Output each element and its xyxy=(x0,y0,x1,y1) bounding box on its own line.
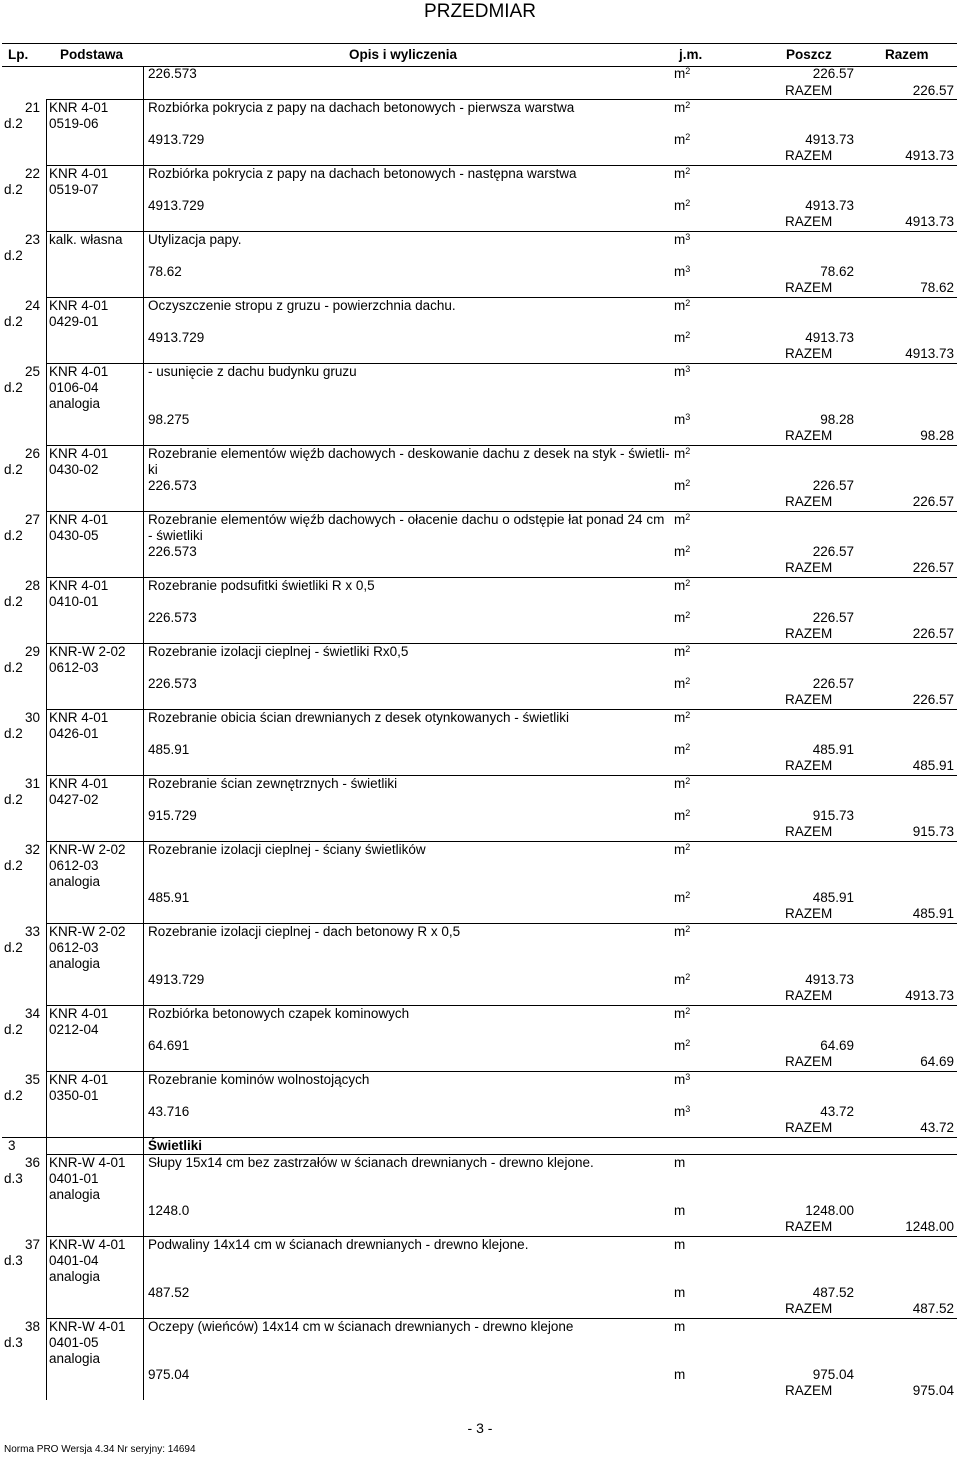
item-basis: KNR 4-01 xyxy=(49,1072,109,1087)
item-subsection: d.2 xyxy=(4,940,23,955)
item-basis: KNR 4-01 xyxy=(49,364,109,379)
item-poszcz: 98.28 xyxy=(820,412,854,427)
item-unit: m xyxy=(674,1203,686,1218)
item-subsection: d.3 xyxy=(4,1253,23,1268)
item-description: Rozebranie izolacji cieplnej - świetliki Rx0,5 xyxy=(148,644,409,659)
item-number: 38 xyxy=(24,1319,40,1334)
item-number: 24 xyxy=(24,298,40,313)
item-razem-label: RAZEM xyxy=(785,692,833,707)
carry-razem-value: 226.57 xyxy=(912,83,954,98)
item-basis: 0427-02 xyxy=(49,792,99,807)
item-basis: KNR 4-01 xyxy=(49,166,109,181)
item-razem-value: 4913.73 xyxy=(905,346,954,361)
item-razem-value: 4913.73 xyxy=(905,148,954,163)
item-number: 29 xyxy=(24,644,40,659)
item-unit-header: $m^2$ xyxy=(674,1006,691,1021)
item-description: Utylizacja papy. xyxy=(148,232,242,247)
item-unit-header: m xyxy=(674,1319,686,1334)
item-unit-header: $m^2$ xyxy=(674,446,691,461)
item-expression: 78.62 xyxy=(148,264,182,279)
item-basis: analogia xyxy=(49,1269,101,1284)
item-description: Rozebranie ścian zewnętrznych - świetliki xyxy=(148,776,398,791)
item-razem-label: RAZEM xyxy=(785,428,833,443)
item-unit-header: $m^3$ xyxy=(674,1072,691,1087)
item-expression: 226.573 xyxy=(148,544,197,559)
item-unit: $m^2$ xyxy=(674,198,691,213)
item-razem-label: RAZEM xyxy=(785,988,833,1003)
item-basis: KNR 4-01 xyxy=(49,710,109,725)
item-unit-header: $m^2$ xyxy=(674,776,691,791)
item-number: 33 xyxy=(24,924,40,939)
item-razem-label: RAZEM xyxy=(785,1301,833,1316)
item-razem-label: RAZEM xyxy=(785,1383,833,1398)
item-basis: KNR 4-01 xyxy=(49,298,109,313)
item-subsection: d.2 xyxy=(4,462,23,477)
item-razem-label: RAZEM xyxy=(785,560,833,575)
item-razem-value: 226.57 xyxy=(912,560,954,575)
item-number: 31 xyxy=(24,776,40,791)
item-number: 36 xyxy=(24,1155,40,1170)
item-expression: 4913.729 xyxy=(148,972,205,987)
item-razem-value: 975.04 xyxy=(912,1383,954,1398)
item-unit: $m^3$ xyxy=(674,1104,691,1119)
item-poszcz: 226.57 xyxy=(812,610,854,625)
item-description: Rozebranie elementów więźb dachowych - deskowanie dachu z desek na styk - świetli- xyxy=(148,446,670,461)
item-razem-value: 4913.73 xyxy=(905,214,954,229)
item-subsection: d.2 xyxy=(4,1088,23,1103)
table-header xyxy=(2,43,957,67)
item-poszcz: 226.57 xyxy=(812,544,854,559)
item-unit-header: $m^2$ xyxy=(674,644,691,659)
item-description: Rozebranie izolacji cieplnej - dach betonowy R x 0,5 xyxy=(148,924,461,939)
item-unit: $m^2$ xyxy=(674,1038,691,1053)
item-expression: 98.275 xyxy=(148,412,190,427)
item-poszcz: 226.57 xyxy=(812,478,854,493)
item-unit-header: $m^2$ xyxy=(674,924,691,939)
item-unit: $m^2$ xyxy=(674,676,691,691)
item-description: Rozbiórka pokrycia z papy na dachach betonowych - pierwsza warstwa xyxy=(148,100,575,115)
item-razem-label: RAZEM xyxy=(785,1120,833,1135)
item-poszcz: 1248.00 xyxy=(805,1203,854,1218)
item-subsection: d.2 xyxy=(4,182,23,197)
item-unit: m xyxy=(674,1367,686,1382)
carry-unit: $m^2$ xyxy=(674,66,691,81)
item-basis: KNR-W 4-01 xyxy=(49,1319,126,1334)
software-footer: Norma PRO Wersja 4.34 Nr seryjny: 14694 xyxy=(4,1444,196,1455)
item-basis: kalk. własna xyxy=(49,232,123,247)
item-razem-value: 485.91 xyxy=(912,758,954,773)
item-description: Rozbiórka pokrycia z papy na dachach betonowych - następna warstwa xyxy=(148,166,577,181)
item-expression: 1248.0 xyxy=(148,1203,190,1218)
item-unit-header: $m^2$ xyxy=(674,100,691,115)
item-unit-header: $m^2$ xyxy=(674,298,691,313)
item-expression: 226.573 xyxy=(148,478,197,493)
item-description: Rozebranie kominów wolnostojących xyxy=(148,1072,370,1087)
item-basis: 0519-06 xyxy=(49,116,99,131)
item-poszcz: 975.04 xyxy=(812,1367,854,1382)
item-description: Rozebranie podsufitki świetliki R x 0,5 xyxy=(148,578,375,593)
header-jm: j.m. xyxy=(679,47,703,62)
item-razem-value: 78.62 xyxy=(920,280,954,295)
item-number: 23 xyxy=(24,232,40,247)
item-subsection: d.2 xyxy=(4,792,23,807)
carry-expression: 226.573 xyxy=(148,66,197,81)
item-expression: 915.729 xyxy=(148,808,197,823)
item-poszcz: 4913.73 xyxy=(805,972,854,987)
item-razem-label: RAZEM xyxy=(785,148,833,163)
page-title: PRZEDMIAR xyxy=(424,1,536,22)
item-expression: 64.691 xyxy=(148,1038,190,1053)
item-basis: KNR-W 2-02 xyxy=(49,924,126,939)
item-number: 27 xyxy=(24,512,40,527)
item-poszcz: 226.57 xyxy=(812,676,854,691)
item-subsection: d.2 xyxy=(4,660,23,675)
item-number: 22 xyxy=(24,166,40,181)
carry-poszcz: 226.57 xyxy=(812,66,854,81)
item-poszcz: 485.91 xyxy=(812,890,854,905)
item-basis: KNR 4-01 xyxy=(49,100,109,115)
item-unit: $m^2$ xyxy=(674,544,691,559)
item-razem-value: 64.69 xyxy=(920,1054,954,1069)
item-unit: $m^2$ xyxy=(674,808,691,823)
item-subsection: d.2 xyxy=(4,726,23,741)
header-podstawa: Podstawa xyxy=(60,47,124,62)
item-poszcz: 487.52 xyxy=(812,1285,854,1300)
item-unit-header: $m^2$ xyxy=(674,166,691,181)
header-opis: Opis i wyliczenia xyxy=(349,47,458,62)
item-basis: KNR 4-01 xyxy=(49,512,109,527)
item-unit: $m^3$ xyxy=(674,412,691,427)
item-subsection: d.3 xyxy=(4,1335,23,1350)
row-divider xyxy=(2,1137,957,1138)
item-description: Oczyszczenie stropu z gruzu - powierzchnia dachu. xyxy=(148,298,456,313)
item-basis: 0401-01 xyxy=(49,1171,99,1186)
item-unit: $m^2$ xyxy=(674,132,691,147)
header-poszcz: Poszcz xyxy=(786,47,832,62)
item-poszcz: 915.73 xyxy=(812,808,854,823)
item-number: 25 xyxy=(24,364,40,379)
item-unit: m xyxy=(674,1285,686,1300)
item-razem-value: 915.73 xyxy=(912,824,954,839)
item-subsection: d.2 xyxy=(4,116,23,131)
item-basis: KNR 4-01 xyxy=(49,446,109,461)
item-unit: $m^2$ xyxy=(674,330,691,345)
item-subsection: d.2 xyxy=(4,858,23,873)
item-basis: KNR-W 4-01 xyxy=(49,1155,126,1170)
item-razem-label: RAZEM xyxy=(785,824,833,839)
item-basis: KNR-W 2-02 xyxy=(49,842,126,857)
item-razem-value: 485.91 xyxy=(912,906,954,921)
item-subsection: d.3 xyxy=(4,1171,23,1186)
item-basis: analogia xyxy=(49,1351,101,1366)
item-expression: 226.573 xyxy=(148,610,197,625)
item-description: Rozebranie elementów więźb dachowych - ołacenie dachu o odstępie łat ponad 24 cm xyxy=(148,512,665,527)
item-number: 34 xyxy=(24,1006,40,1021)
item-basis: 0430-02 xyxy=(49,462,99,477)
item-basis: 0401-04 xyxy=(49,1253,99,1268)
item-description: Oczepy (wieńców) 14x14 cm w ścianach drewnianych - drewno klejone xyxy=(148,1319,574,1334)
item-subsection: d.2 xyxy=(4,248,23,263)
item-expression: 226.573 xyxy=(148,676,197,691)
item-basis: 0612-03 xyxy=(49,940,99,955)
item-razem-label: RAZEM xyxy=(785,758,833,773)
item-poszcz: 4913.73 xyxy=(805,132,854,147)
item-basis: KNR-W 4-01 xyxy=(49,1237,126,1252)
column-divider xyxy=(46,99,47,1400)
item-poszcz: 64.69 xyxy=(820,1038,854,1053)
item-razem-label: RAZEM xyxy=(785,1054,833,1069)
item-expression: 4913.729 xyxy=(148,132,205,147)
item-subsection: d.2 xyxy=(4,314,23,329)
item-basis: 0612-03 xyxy=(49,660,99,675)
item-razem-label: RAZEM xyxy=(785,346,833,361)
item-razem-value: 43.72 xyxy=(920,1120,954,1135)
item-unit: $m^2$ xyxy=(674,742,691,757)
column-divider xyxy=(143,66,144,1400)
item-unit: $m^2$ xyxy=(674,972,691,987)
item-basis: KNR 4-01 xyxy=(49,1006,109,1021)
item-poszcz: 78.62 xyxy=(820,264,854,279)
item-unit-header: $m^3$ xyxy=(674,364,691,379)
item-razem-label: RAZEM xyxy=(785,626,833,641)
item-number: 21 xyxy=(24,100,40,115)
item-expression: 485.91 xyxy=(148,890,190,905)
item-basis: analogia xyxy=(49,396,101,411)
item-description: Słupy 15x14 cm bez zastrzałów w ścianach drewnianych - drewno klejone. xyxy=(148,1155,594,1170)
item-expression: 4913.729 xyxy=(148,330,205,345)
item-number: 35 xyxy=(24,1072,40,1087)
item-poszcz: 43.72 xyxy=(820,1104,854,1119)
item-unit-header: $m^2$ xyxy=(674,578,691,593)
item-basis: 0212-04 xyxy=(49,1022,99,1037)
item-basis: KNR 4-01 xyxy=(49,578,109,593)
item-basis: 0519-07 xyxy=(49,182,99,197)
item-razem-label: RAZEM xyxy=(785,906,833,921)
item-razem-value: 98.28 xyxy=(920,428,954,443)
item-unit: $m^2$ xyxy=(674,610,691,625)
item-razem-value: 226.57 xyxy=(912,692,954,707)
item-basis: KNR 4-01 xyxy=(49,776,109,791)
item-description: Rozebranie obicia ścian drewnianych z desek otynkowanych - świetliki xyxy=(148,710,569,725)
section-number: 3 xyxy=(8,1138,16,1153)
item-description: Podwaliny 14x14 cm w ścianach drewnianych - drewno klejone. xyxy=(148,1237,529,1252)
item-unit: $m^3$ xyxy=(674,264,691,279)
item-unit-header: $m^2$ xyxy=(674,512,691,527)
item-razem-value: 487.52 xyxy=(912,1301,954,1316)
item-razem-value: 1248.00 xyxy=(905,1219,954,1234)
item-unit-header: m xyxy=(674,1237,686,1252)
item-basis: 0426-01 xyxy=(49,726,99,741)
item-number: 28 xyxy=(24,578,40,593)
item-basis: KNR-W 2-02 xyxy=(49,644,126,659)
item-expression: 43.716 xyxy=(148,1104,190,1119)
item-basis: 0350-01 xyxy=(49,1088,99,1103)
item-subsection: d.2 xyxy=(4,594,23,609)
item-poszcz: 4913.73 xyxy=(805,330,854,345)
section-title: Świetliki xyxy=(148,1138,203,1153)
item-description: ki xyxy=(148,462,158,477)
item-basis: 0612-03 xyxy=(49,858,99,873)
item-basis: analogia xyxy=(49,1187,101,1202)
page-number: - 3 - xyxy=(467,1420,493,1436)
item-basis: 0430-05 xyxy=(49,528,99,543)
item-razem-value: 4913.73 xyxy=(905,988,954,1003)
item-razem-value: 226.57 xyxy=(912,494,954,509)
header-razem: Razem xyxy=(885,47,929,62)
item-description: Rozbiórka betonowych czapek kominowych xyxy=(148,1006,410,1021)
item-subsection: d.2 xyxy=(4,1022,23,1037)
item-razem-value: 226.57 xyxy=(912,626,954,641)
header-lp: Lp. xyxy=(8,47,29,62)
item-basis: analogia xyxy=(49,956,101,971)
item-basis: analogia xyxy=(49,874,101,889)
item-expression: 4913.729 xyxy=(148,198,205,213)
item-unit-header: $m^2$ xyxy=(674,842,691,857)
item-number: 32 xyxy=(24,842,40,857)
item-basis: 0410-01 xyxy=(49,594,99,609)
item-basis: 0106-04 xyxy=(49,380,99,395)
carry-razem-label: RAZEM xyxy=(785,83,833,98)
item-unit: $m^2$ xyxy=(674,478,691,493)
item-poszcz: 485.91 xyxy=(812,742,854,757)
item-number: 26 xyxy=(24,446,40,461)
item-basis: 0401-05 xyxy=(49,1335,99,1350)
item-razem-label: RAZEM xyxy=(785,280,833,295)
item-expression: 485.91 xyxy=(148,742,190,757)
item-expression: 487.52 xyxy=(148,1285,190,1300)
item-poszcz: 4913.73 xyxy=(805,198,854,213)
item-expression: 975.04 xyxy=(148,1367,190,1382)
item-unit-header: m xyxy=(674,1155,686,1170)
item-subsection: d.2 xyxy=(4,380,23,395)
item-description: Rozebranie izolacji cieplnej - ściany świetlików xyxy=(148,842,426,857)
item-description: - usunięcie z dachu budynku gruzu xyxy=(148,364,357,379)
item-subsection: d.2 xyxy=(4,528,23,543)
item-unit-header: $m^3$ xyxy=(674,232,691,247)
item-number: 30 xyxy=(24,710,40,725)
item-description: - świetliki xyxy=(148,528,203,543)
item-basis: 0429-01 xyxy=(49,314,99,329)
item-razem-label: RAZEM xyxy=(785,214,833,229)
item-razem-label: RAZEM xyxy=(785,1219,833,1234)
item-number: 37 xyxy=(24,1237,40,1252)
item-razem-label: RAZEM xyxy=(785,494,833,509)
item-unit-header: $m^2$ xyxy=(674,710,691,725)
item-unit: $m^2$ xyxy=(674,890,691,905)
